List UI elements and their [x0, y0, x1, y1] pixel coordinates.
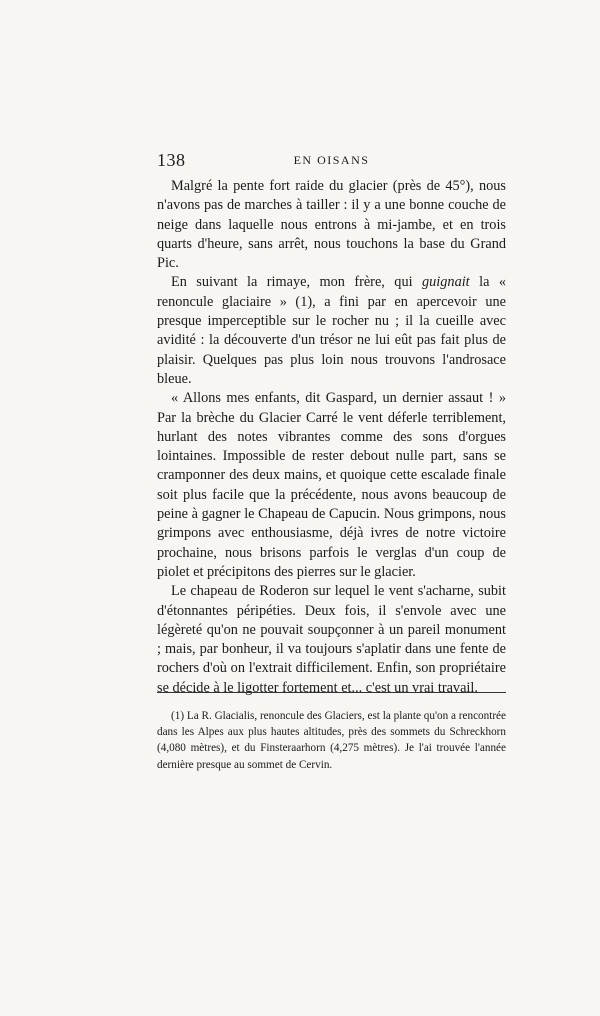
page-header — [157, 150, 506, 172]
paragraph: « Allons mes enfants, dit Gaspard, un dernier assaut ! » Par la brèche du Glacier Carré le vent déferle terriblement, hurlant des notes vibrantes comme des sons d'orgues lointaines. Impossible de rester debout nulle part, sans se cramponner des deux mains, et quoique cette escalade finale soit plus facile que la précédente, nous avons beaucoup de peine à gagner le Chapeau de Capucin. Nous grimpons, nous grimpons avec enthousiasme, déjà ivres de notre victoire prochaine, nous brisons parfois le verglas d'un coup de piolet et précipitons des pierres sur le glacier. — [157, 390, 506, 580]
running-title: EN OISANS — [293, 153, 370, 167]
footnote — [157, 708, 506, 773]
footnote-text: (1) La R. Glacialis, renoncule des Glaciers, est la plante qu'on a rencontrée dans les Alpes aux plus hautes altitudes, près des sommets du Schreckhorn (4,080 mètres), et du Finsteraarhorn (4,275 mètres). Je l'ai trouvée l'année dernière presque au sommet de Cervin. — [157, 710, 506, 771]
main-text — [157, 177, 506, 698]
footnote-divider — [157, 692, 506, 693]
page-number: 138 — [157, 150, 186, 170]
paragraph — [157, 273, 506, 389]
paragraph-text: la « renoncule glaciaire » (1), a fini par en apercevoir une presque imperceptible sur le rocher nu ; il la cueille avec avidité : la découverte d'un trésor ne lui eût pas fait plus de plaisir. Quelques pas plus loin nous trouvons l'androsace bleue. — [157, 274, 506, 387]
paragraph: Malgré la pente fort raide du glacier (près de 45°), nous n'avons pas de marches à tailler : il y a une bonne couche de neige dans laquelle nous entrons à mi-jambe, et en trois quarts d'heure, sans arrêt, nous touchons la base du Grand Pic. — [157, 178, 506, 272]
emphasized-word: guignait — [422, 274, 470, 291]
paragraph: Le chapeau de Roderon sur lequel le vent s'acharne, subit d'étonnantes péripéties. Deux fois, il s'envole avec une légèreté qu'on ne pouvait soupçonner à un pareil monument ; mais, par bonheur, il va toujours s'aplatir dans une fente de rochers d'où on l'extrait difficilement. Enfin, son propriétaire se décide à le ligotter fortement et... c'est un vrai travail. — [157, 583, 506, 696]
paragraph-text: En suivant la rimaye, mon frère, qui — [171, 274, 422, 291]
